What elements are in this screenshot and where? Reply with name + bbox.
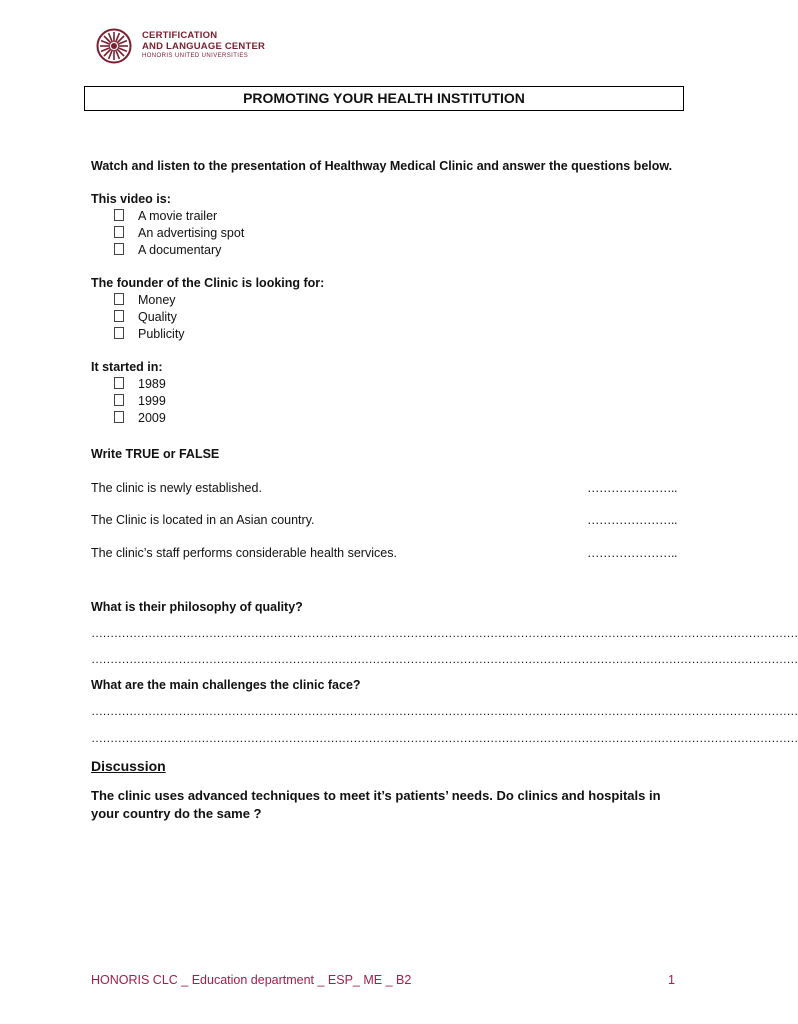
option[interactable] — [114, 293, 176, 307]
option-label: An advertising spot — [138, 226, 245, 240]
tf-statement: The Clinic is located in an Asian country. — [91, 513, 315, 527]
option[interactable] — [114, 394, 166, 408]
logo-line1: CERTIFICATION — [142, 30, 218, 41]
option-label: Money — [138, 293, 176, 307]
option[interactable] — [114, 310, 177, 324]
checkbox-icon[interactable] — [114, 411, 124, 423]
discussion-text: The clinic uses advanced techniques to meet it’s patients’ needs. Do clinics and hospitals in your country do the same ? — [91, 788, 661, 821]
checkbox-icon[interactable] — [114, 310, 124, 322]
option[interactable] — [114, 209, 217, 223]
tf-answer-blank[interactable]: ………………….. — [587, 481, 677, 495]
option-label: Quality — [138, 310, 177, 324]
answer-line[interactable]: …………………………………………………………………………………………………………………………………………………………………… — [91, 731, 798, 745]
discussion-heading: Discussion — [91, 758, 166, 774]
question-1: This video is: — [91, 192, 171, 206]
checkbox-icon[interactable] — [114, 293, 124, 305]
logo-line2: AND LANGUAGE CENTER — [142, 41, 266, 52]
checkbox-icon[interactable] — [114, 209, 124, 221]
logo-line3: HONORIS UNITED UNIVERSITIES — [142, 53, 249, 59]
logo — [96, 28, 276, 64]
option[interactable] — [114, 327, 185, 341]
open-question-1: What is their philosophy of quality? — [91, 600, 303, 614]
option-label: Publicity — [138, 327, 185, 341]
option[interactable] — [114, 226, 244, 240]
tf-answer-blank[interactable]: ………………….. — [587, 546, 677, 560]
option-label: A movie trailer — [138, 209, 218, 223]
footer-text: HONORIS CLC _ Education department _ ESP_ ME _ B2 — [91, 973, 412, 987]
tf-statement: The clinic’s staff performs considerable health services. — [91, 546, 397, 560]
tf-answer-blank[interactable]: ………………….. — [587, 513, 677, 527]
question-2: The founder of the Clinic is looking for: — [91, 276, 325, 290]
option[interactable] — [114, 243, 221, 257]
checkbox-icon[interactable] — [114, 327, 124, 339]
option[interactable] — [114, 377, 166, 391]
option-label: 2009 — [138, 411, 166, 425]
option-label: 1999 — [138, 394, 166, 408]
answer-line[interactable]: …………………………………………………………………………………………………………………………………………………………………… — [91, 704, 798, 718]
option-label: 1989 — [138, 377, 166, 391]
page-number: 1 — [668, 973, 675, 987]
answer-line[interactable]: …………………………………………………………………………………………………………………………………………………………………… — [91, 626, 798, 640]
question-3: It started in: — [91, 360, 163, 374]
option[interactable] — [114, 411, 166, 425]
option-label: A documentary — [138, 243, 222, 257]
checkbox-icon[interactable] — [114, 377, 124, 389]
answer-line[interactable]: …………………………………………………………………………………………………………………………………………………………………… — [91, 652, 798, 666]
checkbox-icon[interactable] — [114, 226, 124, 238]
sun-emblem-icon — [96, 28, 132, 64]
instruction: Watch and listen to the presentation of Healthway Medical Clinic and answer the questions below. — [91, 159, 673, 173]
checkbox-icon[interactable] — [114, 243, 124, 255]
page-title: PROMOTING YOUR HEALTH INSTITUTION — [84, 86, 684, 111]
tf-statement: The clinic is newly established. — [91, 481, 262, 495]
checkbox-icon[interactable] — [114, 394, 124, 406]
open-question-2: What are the main challenges the clinic face? — [91, 678, 361, 692]
true-false-heading: Write TRUE or FALSE — [91, 447, 220, 461]
